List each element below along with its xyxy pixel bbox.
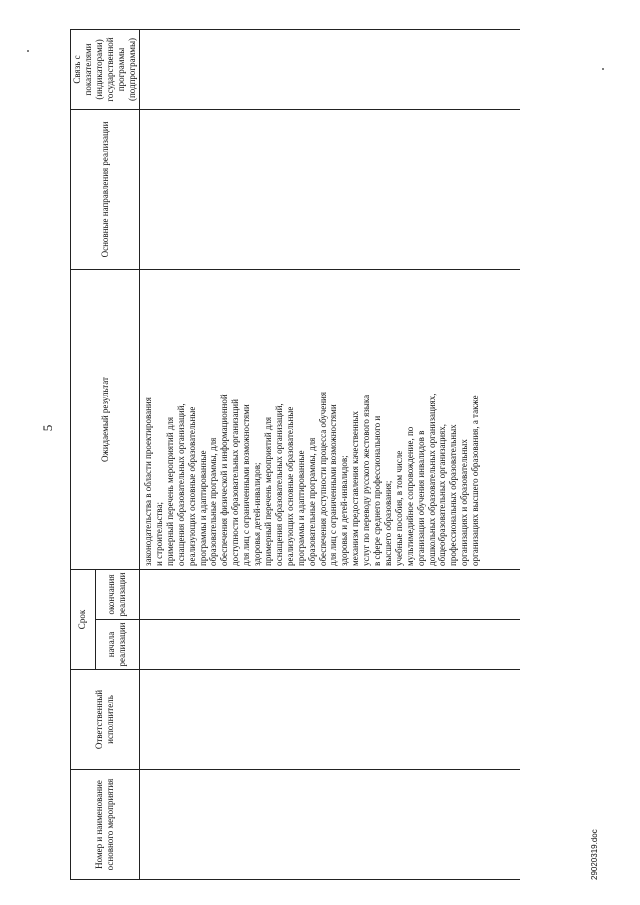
result-line: и строительства; — [153, 501, 164, 566]
rotated-table-sheet — [70, 30, 481, 880]
events-table — [70, 29, 520, 880]
cell-term-start — [140, 620, 520, 670]
result-line: здоровья и детей-инвалидов; — [339, 455, 350, 566]
header-event-name: Номер и наименование основного мероприятия — [71, 770, 140, 880]
result-line: высшего образования; — [382, 480, 393, 566]
document-filename: 29020319.doc — [590, 829, 599, 880]
result-line: организации обучения инвалидов в — [415, 430, 426, 566]
result-line: законодательства в области проектирования — [143, 397, 153, 566]
header-indicators-link: Связь с показателями (индикаторами) государственной программы (подпрограммы) — [71, 29, 140, 109]
result-line: для лиц с ограниченными возможностями — [241, 404, 252, 566]
header-main-directions: Основные направления реализации — [71, 109, 140, 269]
header-executor: Ответственный исполнитель — [71, 670, 140, 770]
result-line: учебные пособия, в том числе — [393, 450, 404, 566]
header-term: Срок — [71, 569, 96, 669]
cell-event-name — [140, 770, 520, 880]
cell-term-end — [140, 569, 520, 619]
result-line: для лиц с ограниченными возможностями — [328, 404, 339, 566]
result-line: доступности образовательных организаций — [230, 399, 241, 566]
cell-executor — [140, 670, 520, 770]
result-line: здоровья детей-инвалидов; — [252, 462, 263, 566]
result-line: мультимедийное сопровождение, по — [404, 426, 415, 566]
result-line: образовательные программы, для — [208, 437, 219, 566]
result-line: примерный перечень мероприятий для — [164, 416, 175, 566]
cell-expected-result — [140, 269, 520, 569]
cell-indicators-link — [140, 29, 520, 109]
result-line: программы и адаптированные — [295, 450, 306, 566]
result-line: оснащения образовательных организаций, — [273, 403, 284, 566]
result-line: общеобразовательных организациях, — [437, 423, 448, 566]
result-line: в сфере среднего профессионального и — [372, 415, 383, 566]
header-term-end: окончания реализации — [95, 569, 139, 619]
scan-speck — [602, 68, 604, 70]
header-expected-result: Ожидаемый результат — [71, 269, 140, 569]
result-line: реализующих основные образовательные — [284, 406, 295, 566]
result-line: дошкольных образовательных организациях, — [426, 393, 437, 566]
result-line: образовательные программы, для — [306, 437, 317, 566]
result-line: механизм предоставления качественных — [350, 410, 361, 566]
cell-main-directions — [140, 109, 520, 269]
result-line: реализующих основные образовательные — [186, 406, 197, 566]
result-line: оснащения образовательных организаций, — [175, 403, 186, 566]
result-line: организациях и образовательных — [459, 439, 470, 566]
result-line: профессиональных образовательных — [448, 424, 459, 566]
page-number: 5 — [40, 424, 55, 432]
result-line: организациях высшего образования, а также — [470, 395, 481, 566]
expected-result-text — [140, 273, 481, 566]
result-line: услуг по переводу русского жестового языка — [361, 394, 372, 566]
result-line: программы и адаптированные — [197, 450, 208, 566]
result-line: обеспечения физической и информационной — [219, 394, 230, 566]
result-line: обеспечения доступности процесса обучения — [317, 391, 328, 566]
result-line: примерный перечень мероприятий для — [262, 416, 273, 566]
scan-speck — [27, 50, 29, 52]
header-term-start: начала реализации — [95, 620, 139, 670]
